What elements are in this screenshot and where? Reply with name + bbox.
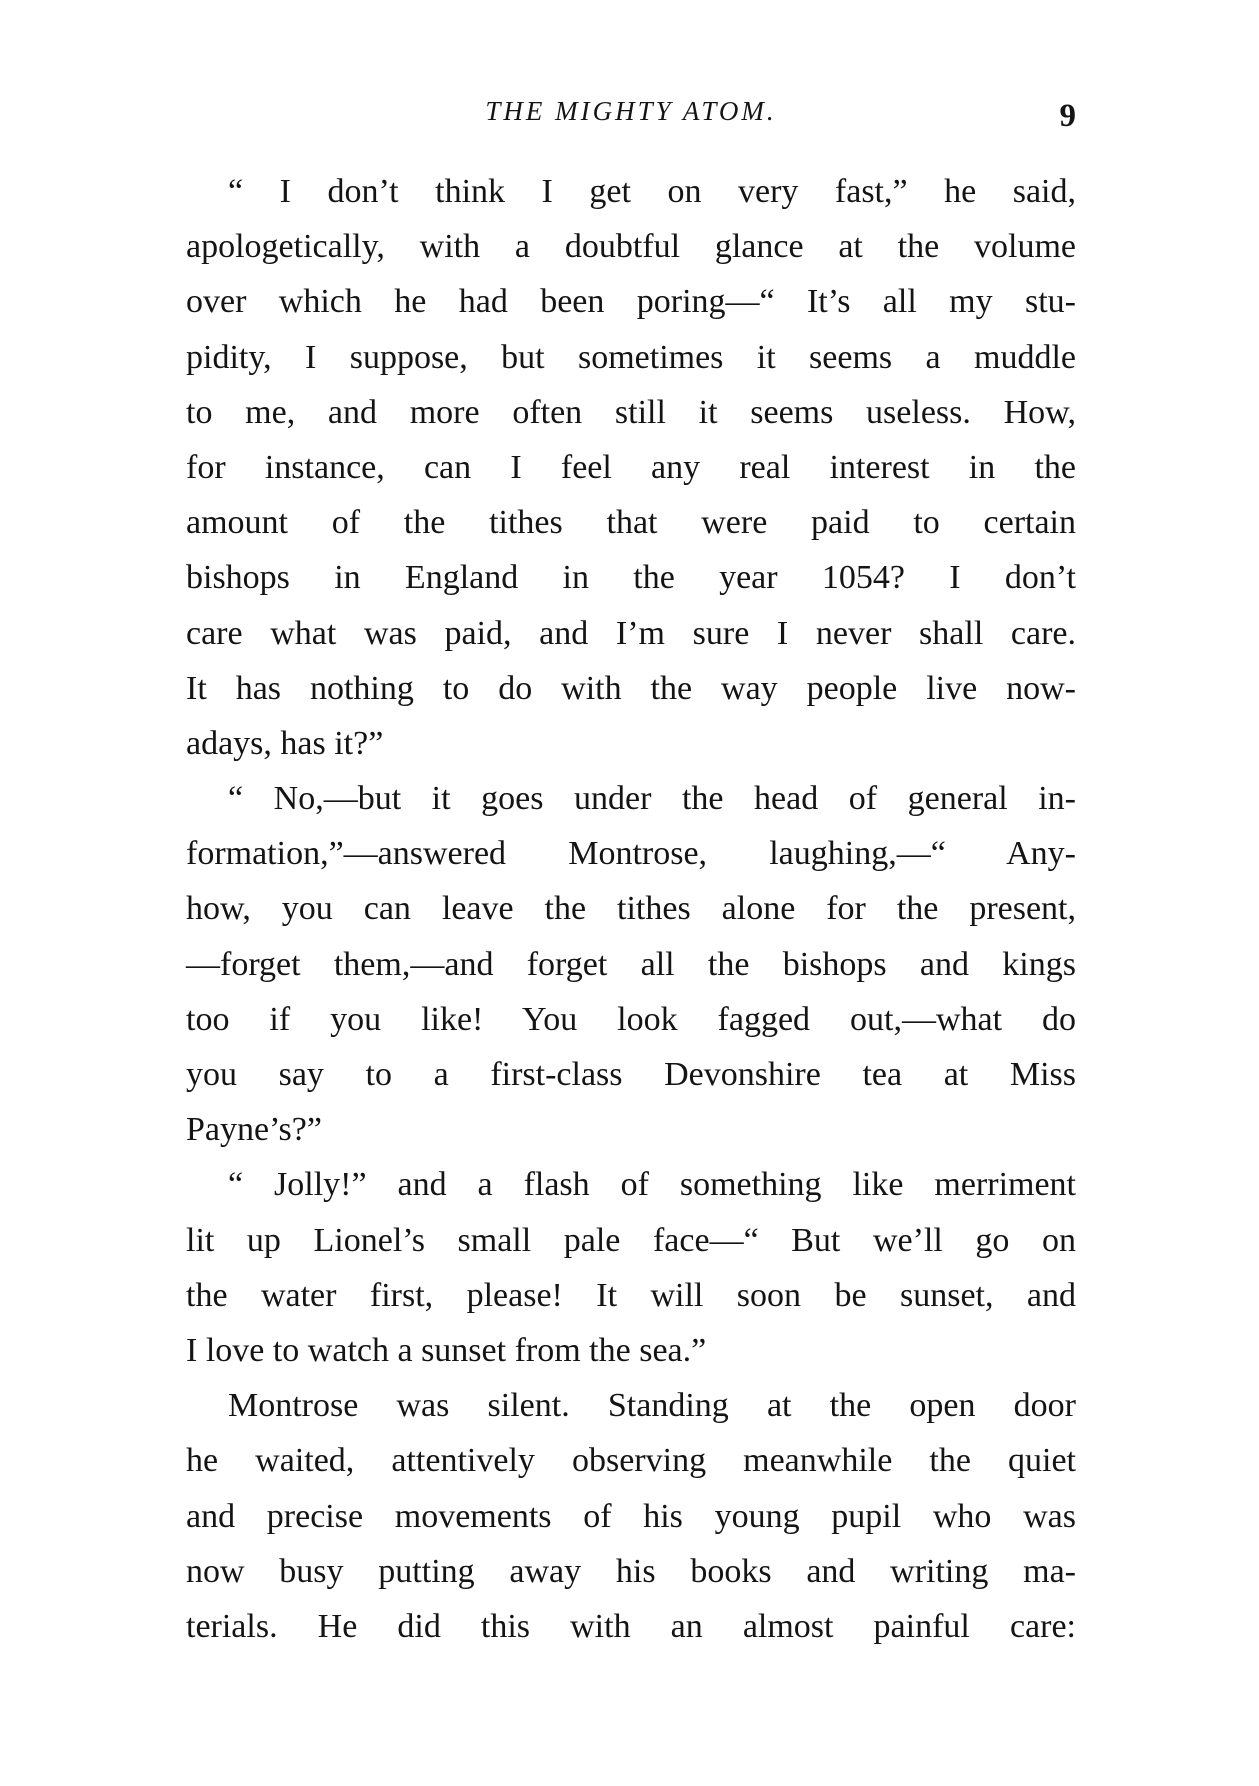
text-line: formation,”—answered Montrose, laughing,—“ Any- [186,835,1076,873]
text-line: adays, has it?” [186,724,384,762]
text-line: “ Jolly!” and a flash of something like merriment [228,1166,1076,1204]
text-line: care what was paid, and I’m sure I never shall care. [186,614,1076,652]
text-line: terials. He did this with an almost painful care: [186,1607,1076,1645]
text-line: I love to watch a sunset from the sea.” [186,1331,707,1369]
text-line: too if you like! You look fagged out,—what do [186,1000,1076,1038]
text-line: It has nothing to do with the way people live now- [186,669,1076,707]
page-number: 9 [1059,98,1076,134]
text-line: for instance, can I feel any real interest in the [186,448,1076,486]
text-line: and precise movements of his young pupil who was [186,1497,1076,1535]
text-line: now busy putting away his books and writing ma- [186,1552,1076,1590]
text-line: “ No,—but it goes under the head of general in- [228,780,1076,818]
text-line: how, you can leave the tithes alone for the present, [186,890,1076,928]
paragraph-2 [186,771,1076,1157]
text-line: to me, and more often still it seems useless. How, [186,393,1076,431]
text-line: amount of the tithes that were paid to certain [186,504,1076,542]
text-line: bishops in England in the year 1054? I don’t [186,559,1076,597]
running-head [186,96,1076,136]
text-line: over which he had been poring—“ It’s all my stu- [186,283,1076,321]
text-line: pidity, I suppose, but sometimes it seems a muddle [186,338,1076,376]
text-line: Payne’s?” [186,1111,322,1149]
running-title: THE MIGHTY ATOM. [485,96,777,126]
text-line: he waited, attentively observing meanwhile the quiet [186,1442,1076,1480]
text-line: “ I don’t think I get on very fast,” he said, [228,173,1076,210]
text-line: lit up Lionel’s small pale face—“ But we’ll go on [186,1221,1076,1259]
body-text [186,164,1076,1654]
text-line: —forget them,—and forget all the bishops and kings [186,945,1076,983]
paragraph-4 [186,1378,1076,1654]
paragraph-1 [186,164,1076,771]
paragraph-3 [186,1157,1076,1378]
text-line: Montrose was silent. Standing at the open door [228,1387,1076,1425]
text-line: apologetically, with a doubtful glance at the volume [186,228,1076,266]
text-line: you say to a first-class Devonshire tea at Miss [186,1056,1076,1093]
text-line: the water first, please! It will soon be sunset, and [186,1276,1076,1314]
